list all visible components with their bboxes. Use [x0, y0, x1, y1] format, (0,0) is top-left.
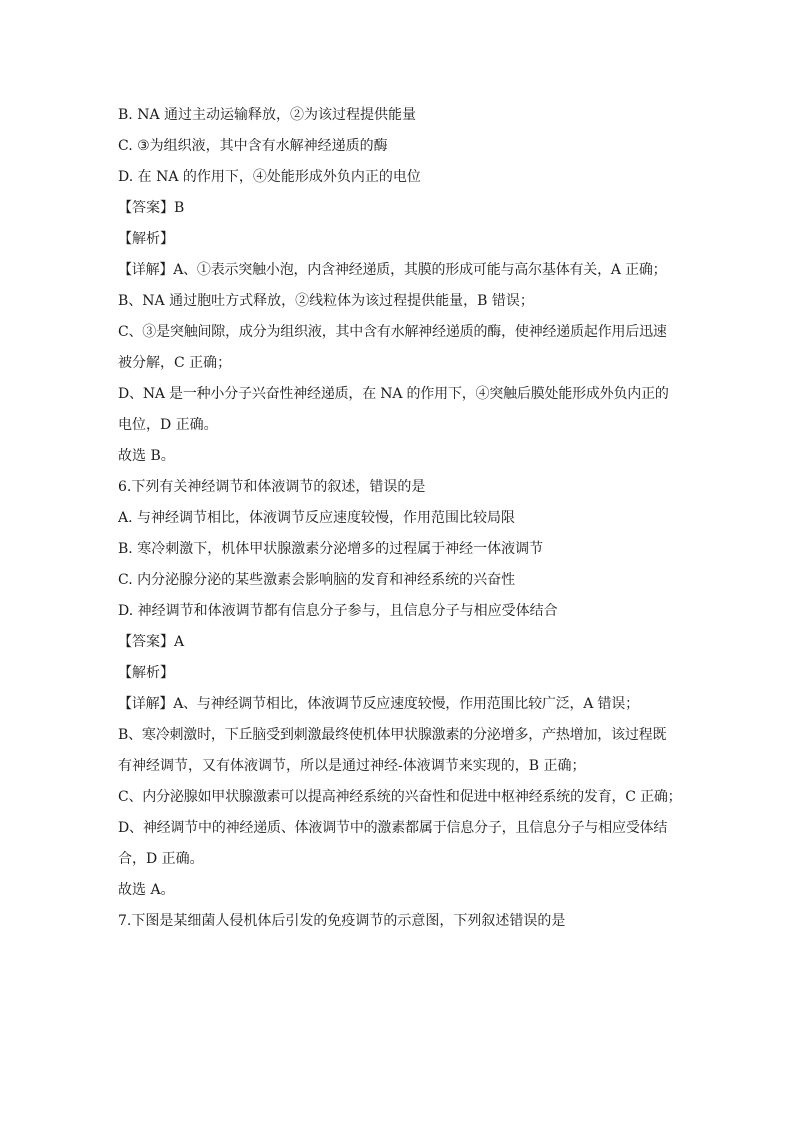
option-d-line: D. 在 NA 的作用下，④处能形成外负内正的电位 — [118, 169, 421, 185]
detail-line: 被分解，C 正确； — [118, 355, 232, 371]
option-a-line: A. 与神经调节相比，体液调节反应速度较慢，作用范围比较局限 — [118, 510, 516, 526]
detail-line: 【详解】A、与神经调节相比，体液调节反应速度较慢，作用范围比较广泛，A 错误； — [118, 696, 639, 712]
detail-line: 合，D 正确。 — [118, 851, 204, 867]
detail-line: 【详解】A、①表示突触小泡，内含神经递质，其膜的形成可能与高尔基体有关，A 正确； — [118, 262, 667, 278]
analysis-label: 【解析】 — [118, 665, 174, 681]
answer-label: 【答案】A — [118, 634, 185, 650]
document-body — [118, 100, 682, 937]
detail-line: C、内分泌腺如甲状腺激素可以提高神经系统的兴奋性和促进中枢神经系统的发育，C 正确； — [118, 789, 682, 805]
detail-line: 电位，D 正确。 — [118, 417, 218, 433]
option-c-line: C. ③为组织液，其中含有水解神经递质的酶 — [118, 138, 388, 154]
option-c-line: C. 内分泌腺分泌的某些激素会影响脑的发育和神经系统的兴奋性 — [118, 572, 516, 588]
detail-line: C、③是突触间隙，成分为组织液，其中含有水解神经递质的酶，使神经递质起作用后迅速 — [118, 324, 667, 340]
question-6-stem: 6.下列有关神经调节和体液调节的叙述，错误的是 — [118, 479, 426, 495]
conclusion-line: 故选 B。 — [118, 448, 175, 464]
detail-line: 有神经调节，又有体液调节，所以是通过神经-体液调节来实现的，B 正确； — [118, 758, 586, 774]
detail-line: D、神经调节中的神经递质、体液调节中的激素都属于信息分子，且信息分子与相应受体结 — [118, 820, 668, 836]
answer-label: 【答案】B — [118, 200, 185, 216]
conclusion-line: 故选 A。 — [118, 882, 175, 898]
detail-line: D、NA 是一种小分子兴奋性神经递质，在 NA 的作用下，④突触后膜处能形成外负内正的 — [118, 386, 669, 402]
option-d-line: D. 神经调节和体液调节都有信息分子参与，且信息分子与相应受体结合 — [118, 603, 558, 619]
option-b-line: B. NA 通过主动运输释放，②为该过程提供能量 — [118, 107, 416, 123]
detail-line: B、寒冷刺激时，下丘脑受到刺激最终使机体甲状腺激素的分泌增多，产热增加，该过程既 — [118, 727, 667, 743]
question-7-stem: 7.下图是某细菌人侵机体后引发的免疫调节的示意图，下列叙述错误的是 — [118, 913, 566, 929]
option-b-line: B. 寒冷刺激下，机体甲状腺激素分泌增多的过程属于神经一体液调节 — [118, 541, 544, 557]
detail-line: B、NA 通过胞吐方式释放，②线粒体为该过程提供能量，B 错误； — [118, 293, 534, 309]
analysis-label: 【解析】 — [118, 231, 174, 247]
